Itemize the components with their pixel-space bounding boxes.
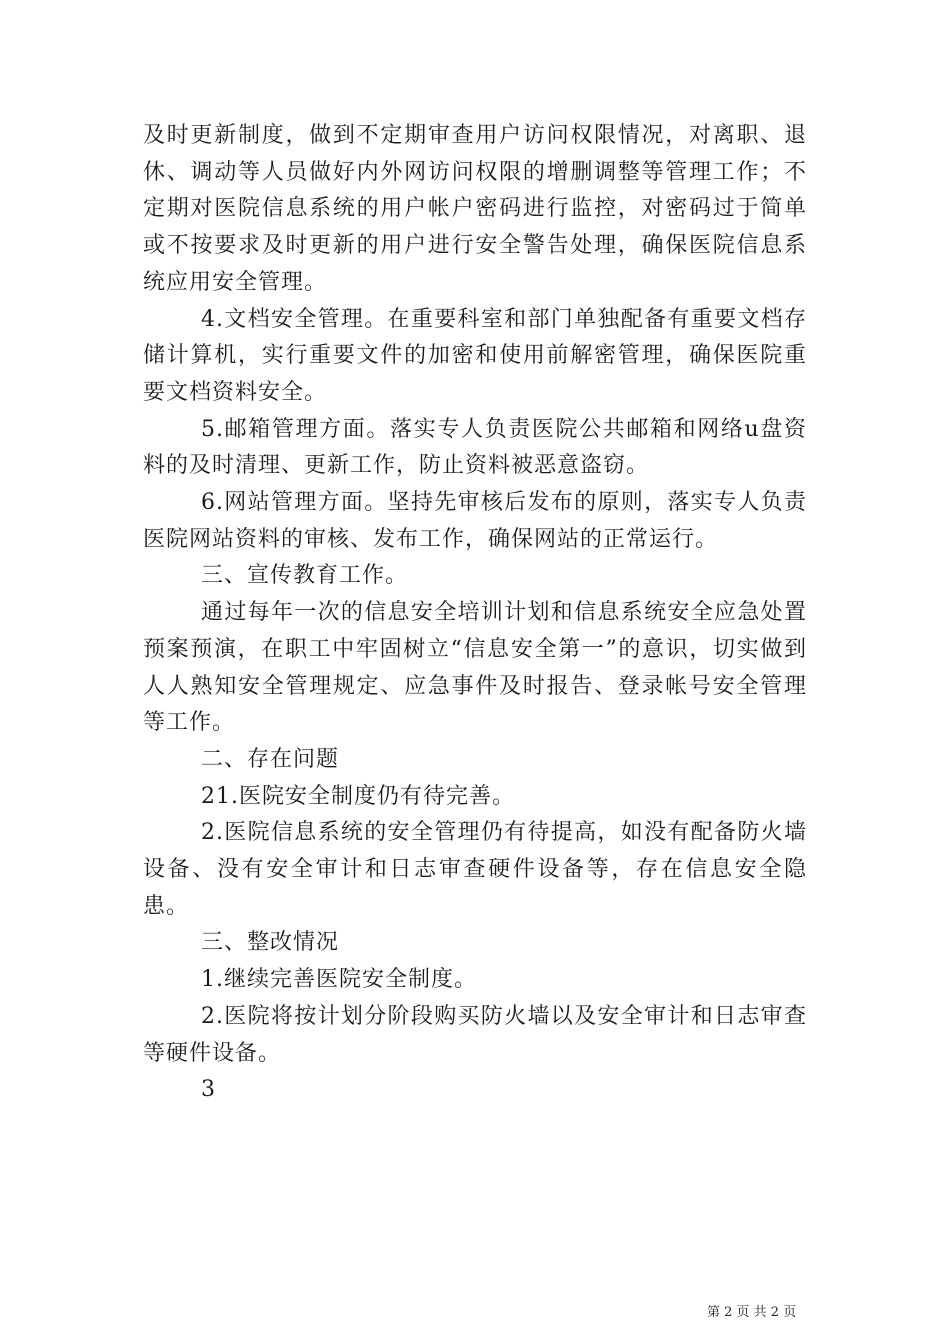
section-heading: 三、宣传教育工作。 (201, 563, 409, 589)
paragraph: 通过每年一次的信息安全培训计划和信息系统安全应急处置预案预演，在职工中牢固树立“信息安全第一”的意识，切实做到人人熟知安全管理规定、应急事件及时报告、登录帐号安全管理等工作。 (143, 600, 807, 736)
paragraph: 1.继续完善医院安全制度。 (201, 967, 477, 993)
paragraph: 21.医院安全制度仍有待完善。 (201, 783, 515, 809)
paragraph: 5.邮箱管理方面。落实专人负责医院公共邮箱和网络u盘资料的及时清理、更新工作，防止资料被恶意盗窃。 (143, 416, 807, 479)
section-heading: 三、整改情况 (201, 930, 340, 956)
paragraph: 及时更新制度，做到不定期审查用户访问权限情况，对离职、退休、调动等人员做好内外网访问权限的增删调整等管理工作；不定期对医院信息系统的用户帐户密码进行监控，对密码过于简单或不按要求及时更新的用户进行安全警告处理，确保医院信息系统应用安全管理。 (143, 123, 807, 295)
paragraph: 2.医院将按计划分阶段购买防火墙以及安全审计和日志审查等硬件设备。 (143, 1003, 807, 1066)
section-heading: 二、存在问题 (201, 746, 340, 772)
paragraph: 6.网站管理方面。坚持先审核后发布的原则，落实专人负责医院网站资料的审核、发布工作，确保网站的正常运行。 (143, 490, 807, 552)
paragraph: 2.医院信息系统的安全管理仍有待提高，如没有配备防火墙设备、没有安全审计和日志审查硬件设备等，存在信息安全隐患。 (143, 820, 807, 919)
document-body (143, 118, 807, 1109)
paragraph: 3 (201, 1077, 216, 1103)
page-number-footer: 第 2 页 共 2 页 (707, 1305, 797, 1320)
paragraph: 4.文档安全管理。在重要科室和部门单独配备有重要文档存储计算机，实行重要文件的加密和使用前解密管理，确保医院重要文档资料安全。 (143, 306, 807, 405)
